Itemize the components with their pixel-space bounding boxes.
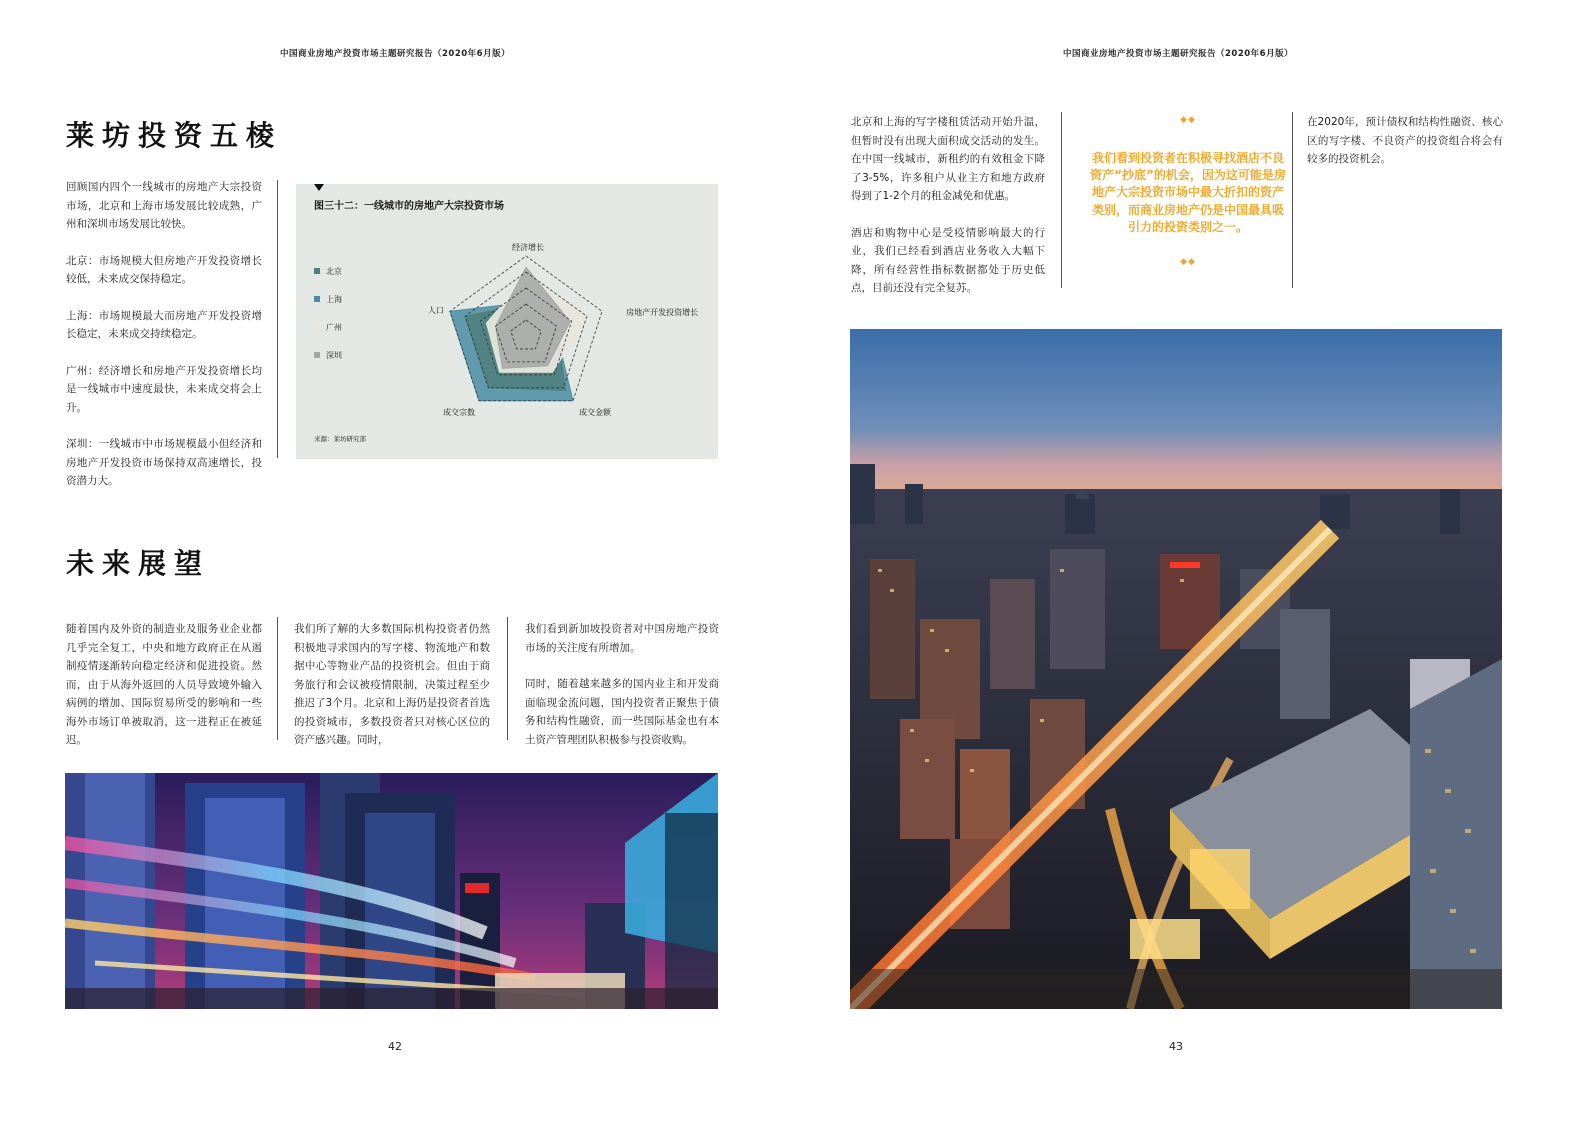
axis-label: 房地产开发投资增长	[626, 308, 699, 318]
legend-label: 广州	[326, 322, 342, 332]
outlook-column-2	[294, 620, 490, 750]
column-divider	[507, 617, 508, 740]
right-column-3	[1307, 113, 1503, 169]
intro-paragraph: 北京：市场规模大但房地产开发投资增长较低，未来成交保持稳定。	[66, 254, 262, 285]
diamond-ornament-icon: ◆◆	[1180, 115, 1196, 125]
column-divider	[1292, 112, 1293, 288]
axis-label: 人口	[427, 306, 444, 316]
chart-title: 图三十二：一线城市的房地产大宗投资市场	[314, 201, 504, 212]
axis-label: 经济增长	[512, 243, 544, 252]
running-head: 中国商业房地产投资市场主题研究报告（2020年6月版）	[1063, 49, 1294, 59]
chart-source: 来源：莱坊研究部	[314, 435, 366, 443]
column-divider	[1061, 112, 1062, 288]
right-column-1	[851, 113, 1045, 298]
intro-column	[66, 178, 262, 491]
outlook-paragraph: 我们看到新加坡投资者对中国房地产投资市场的关注度有所增加。	[525, 623, 719, 654]
page-number: 42	[388, 1040, 402, 1053]
pull-quote	[1088, 115, 1288, 267]
intro-paragraph: 深圳：一线城市中市场规模最小但经济和房地产开发投资市场保持双高速增长，投资潜力大。	[66, 438, 262, 487]
running-head: 中国商业房地产投资市场主题研究报告（2020年6月版）	[280, 49, 511, 59]
outlook-column-3	[525, 620, 719, 749]
pull-quote-text: 我们看到投资者在积极寻找酒店不良资产“抄底”的机会，因为这可能是房地产大宗投资市场中最大折扣的资产类别，而商业房地产仍是中国最具吸引力的投资类别之一。	[1090, 151, 1286, 234]
diamond-ornament-icon: ◆◆	[1180, 257, 1196, 268]
night-street-photo	[65, 773, 718, 1009]
legend-label: 上海	[326, 294, 342, 304]
body-paragraph: 酒店和购物中心是受疫情影响最大的行业，我们已经看到酒店业务收入大幅下降，所有经营性指标数据都处于历史低点，目前还没有完全复苏。	[851, 226, 1045, 294]
outlook-paragraph: 随着国内及外资的制造业及服务业企业都几乎完全复工，中央和地方政府正在从遏制疫情逐渐转向稳定经济和促进投资。然而，由于从海外返回的人员导致境外输入病例的增加、国际贸易所受的影响和一些海外市场订单被取消，这一进程正在被延迟。	[66, 623, 262, 746]
right-page	[793, 0, 1587, 1122]
legend-label: 深圳	[326, 350, 342, 360]
section-title-outlook: 未来展望	[66, 547, 211, 580]
axis-label: 成交金额	[579, 407, 612, 417]
outlook-paragraph: 我们所了解的大多数国际机构投资者仍然积极地寻求国内的写字楼、物流地产和数据中心等物业产品的投资机会。但由于商务旅行和会议被疫情限制，决策过程至少推迟了3个月。北京和上海仍是投资者首选的投资城市，多数投资者只对核心区位的资产感兴趣。同时，	[294, 623, 490, 746]
intro-paragraph: 回顾国内四个一线城市的房地产大宗投资市场，北京和上海市场发展比较成熟，广州和深圳市场发展比较快。	[66, 181, 262, 230]
outlook-paragraph: 同时，随着越来越多的国内业主和开发商面临现金流问题，国内投资者正聚焦于债务和结构性融资，而一些国际基金也有本土资产管理团队积极参与投资收购。	[525, 678, 719, 746]
radar-chart	[296, 184, 718, 459]
body-paragraph: 在2020年，预计债权和结构性融资、核心区的写字楼、不良资产的投资组合将会有较多的投资机会。	[1307, 116, 1503, 165]
section-title-wuleng: 莱坊投资五棱	[66, 119, 283, 152]
column-divider	[277, 617, 278, 740]
outlook-column-1	[66, 620, 262, 750]
page-number: 43	[1169, 1040, 1183, 1053]
column-divider	[277, 180, 278, 458]
radar-plot	[296, 184, 718, 459]
left-page	[0, 0, 793, 1122]
aerial-city-photo	[850, 329, 1502, 1009]
legend-label: 北京	[326, 266, 342, 276]
body-paragraph: 北京和上海的写字楼租赁活动开始升温，但暂时没有出现大面积成交活动的发生。在中国一线城市，新租约的有效租金下降了3-5%，许多租户从业主方和地方政府得到了1-2个月的租金减免和优惠。	[851, 116, 1045, 202]
intro-paragraph: 广州：经济增长和房地产开发投资增长均是一线城市中速度最快，未来成交将会上升。	[66, 364, 262, 414]
intro-paragraph: 上海：市场规模最大而房地产开发投资增长稳定，未来成交持续稳定。	[66, 309, 262, 340]
axis-label: 成交宗数	[442, 407, 475, 417]
